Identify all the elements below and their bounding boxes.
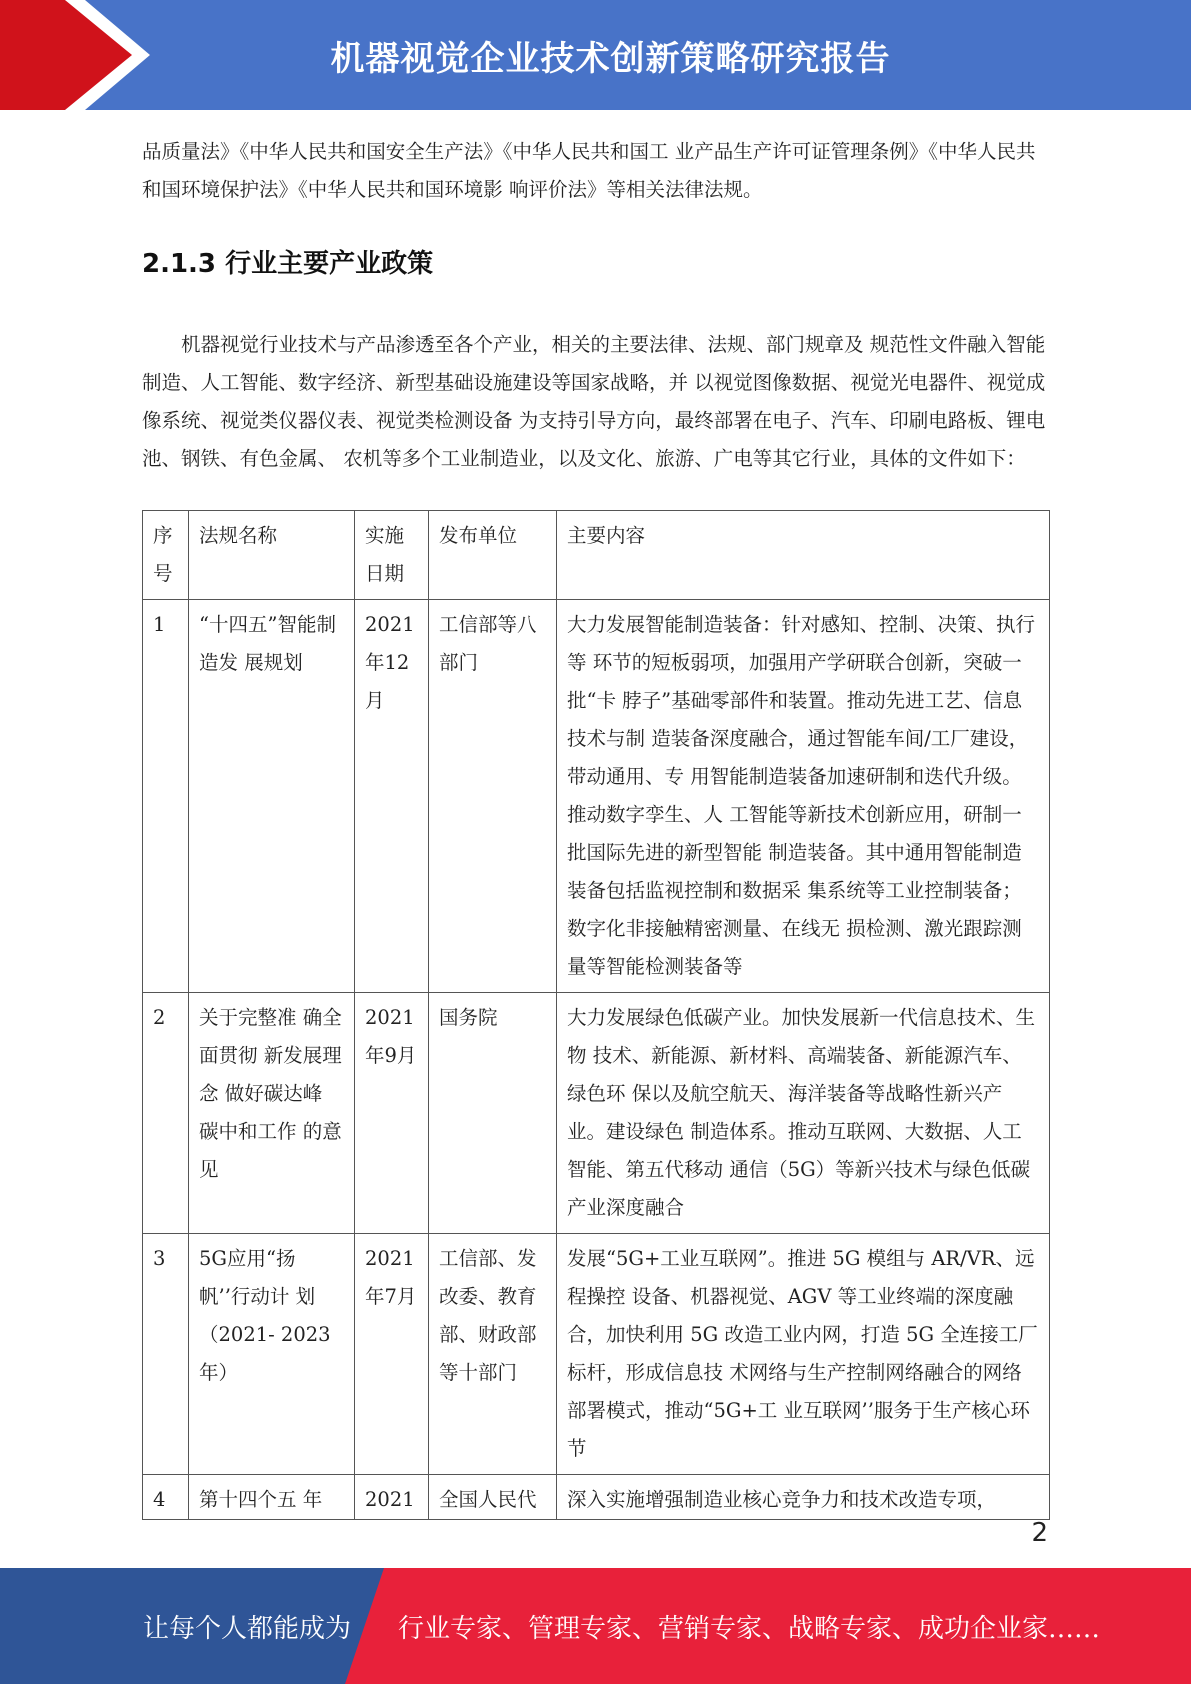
cell-issuer: 工信部等八部门	[429, 600, 557, 993]
cell-date: 2021年7月	[355, 1234, 429, 1475]
cell-content: 发展“5G+工业互联网”。推进 5G 模组与 AR/VR、远程操控 设备、机器视觉、AGV 等工业终端的深度融合，加快利用 5G 改造工业内网，打造 5G 全连接工厂标杆，形成信息技 术网络与生产控制网络融合的网络部署模式，推动“5G+工 业互联网’’服务于生产核心环节	[557, 1234, 1050, 1475]
cell-no: 3	[143, 1234, 189, 1475]
footer-slogan-right: 行业专家、管理专家、营销专家、战略专家、成功企业家……	[398, 1613, 1101, 1644]
table-row	[143, 1234, 1050, 1475]
policy-table	[142, 510, 1050, 1520]
header-no: 序号	[143, 511, 189, 600]
cell-content: 大力发展绿色低碳产业。加快发展新一代信息技术、生物 技术、新能源、新材料、高端装备、新能源汽车、绿色环 保以及航空航天、海洋装备等战略性新兴产业。建设绿色 制造体系。推动互联网、大数据、人工智能、第五代移动 通信（5G）等新兴技术与绿色低碳产业深度融合	[557, 993, 1050, 1234]
page-number: 2	[1031, 1518, 1048, 1548]
cell-name: “十四五”智能制造发 展规划	[189, 600, 355, 993]
section-heading: 2.1.3 行业主要产业政策	[142, 249, 434, 279]
page-footer	[0, 1568, 1191, 1684]
cell-name: 第十四个五 年	[189, 1475, 355, 1520]
table-row	[143, 993, 1050, 1234]
header-content: 主要内容	[557, 511, 1050, 600]
cell-name: 5G应用“扬 帆’’行动计 划（2021- 2023年）	[189, 1234, 355, 1475]
report-title: 机器视觉企业技术创新策略研究报告	[330, 38, 891, 79]
cell-issuer: 全国人民代	[429, 1475, 557, 1520]
cell-no: 2	[143, 993, 189, 1234]
page-header	[0, 0, 1191, 110]
cell-date: 2021	[355, 1475, 429, 1520]
cell-date: 2021年9月	[355, 993, 429, 1234]
header-name: 法规名称	[189, 511, 355, 600]
cell-name: 关于完整准 确全面贯彻 新发展理念 做好碳达峰 碳中和工作 的意见	[189, 993, 355, 1234]
cell-no: 1	[143, 600, 189, 993]
cell-content: 大力发展智能制造装备：针对感知、控制、决策、执行等 环节的短板弱项，加强用产学研联合创新，突破一批“卡 脖子”基础零部件和装置。推动先进工艺、信息技术与制 造装备深度融合，通过智能车间/工厂建设，带动通用、专 用智能制造装备加速研制和迭代升级。推动数字孪生、人 工智能等新技术创新应用，研制一批国际先进的新型智能 制造装备。其中通用智能制造装备包括监视控制和数据采 集系统等工业控制装备；数字化非接触精密测量、在线无 损检测、激光跟踪测量等智能检测装备等	[557, 600, 1050, 993]
table-header-row	[143, 511, 1050, 600]
header-issuer: 发布单位	[429, 511, 557, 600]
cell-issuer: 工信部、发改委、教育部、财政部等十部门	[429, 1234, 557, 1475]
table-row	[143, 600, 1050, 993]
cell-date: 2021年12月	[355, 600, 429, 993]
table-row	[143, 1475, 1050, 1520]
footer-slogan-left: 让每个人都能成为	[143, 1613, 352, 1644]
header-date: 实施日期	[355, 511, 429, 600]
intro-paragraph: 品质量法》《中华人民共和国安全生产法》《中华人民共和国工 业产品生产许可证管理条例》《中华人民共和国环境保护法》《中华人民共和国环境影 响评价法》等相关法律法规。	[142, 140, 1036, 201]
cell-content: 深入实施增强制造业核心竞争力和技术改造专项，	[557, 1475, 1050, 1520]
cell-no: 4	[143, 1475, 189, 1520]
cell-issuer: 国务院	[429, 993, 557, 1234]
body-paragraph: 机器视觉行业技术与产品渗透至各个产业，相关的主要法律、法规、部门规章及 规范性文件融入智能制造、人工智能、数字经济、新型基础设施建设等国家战略，并 以视觉图像数据、视觉光电器件、视觉成像系统、视觉类仪器仪表、视觉类检测设备 为支持引导方向，最终部署在电子、汽车、印刷电路板、锂电池、钢铁、有色金属、 农机等多个工业制造业，以及文化、旅游、广电等其它行业，具体的文件如下：	[142, 333, 1046, 470]
